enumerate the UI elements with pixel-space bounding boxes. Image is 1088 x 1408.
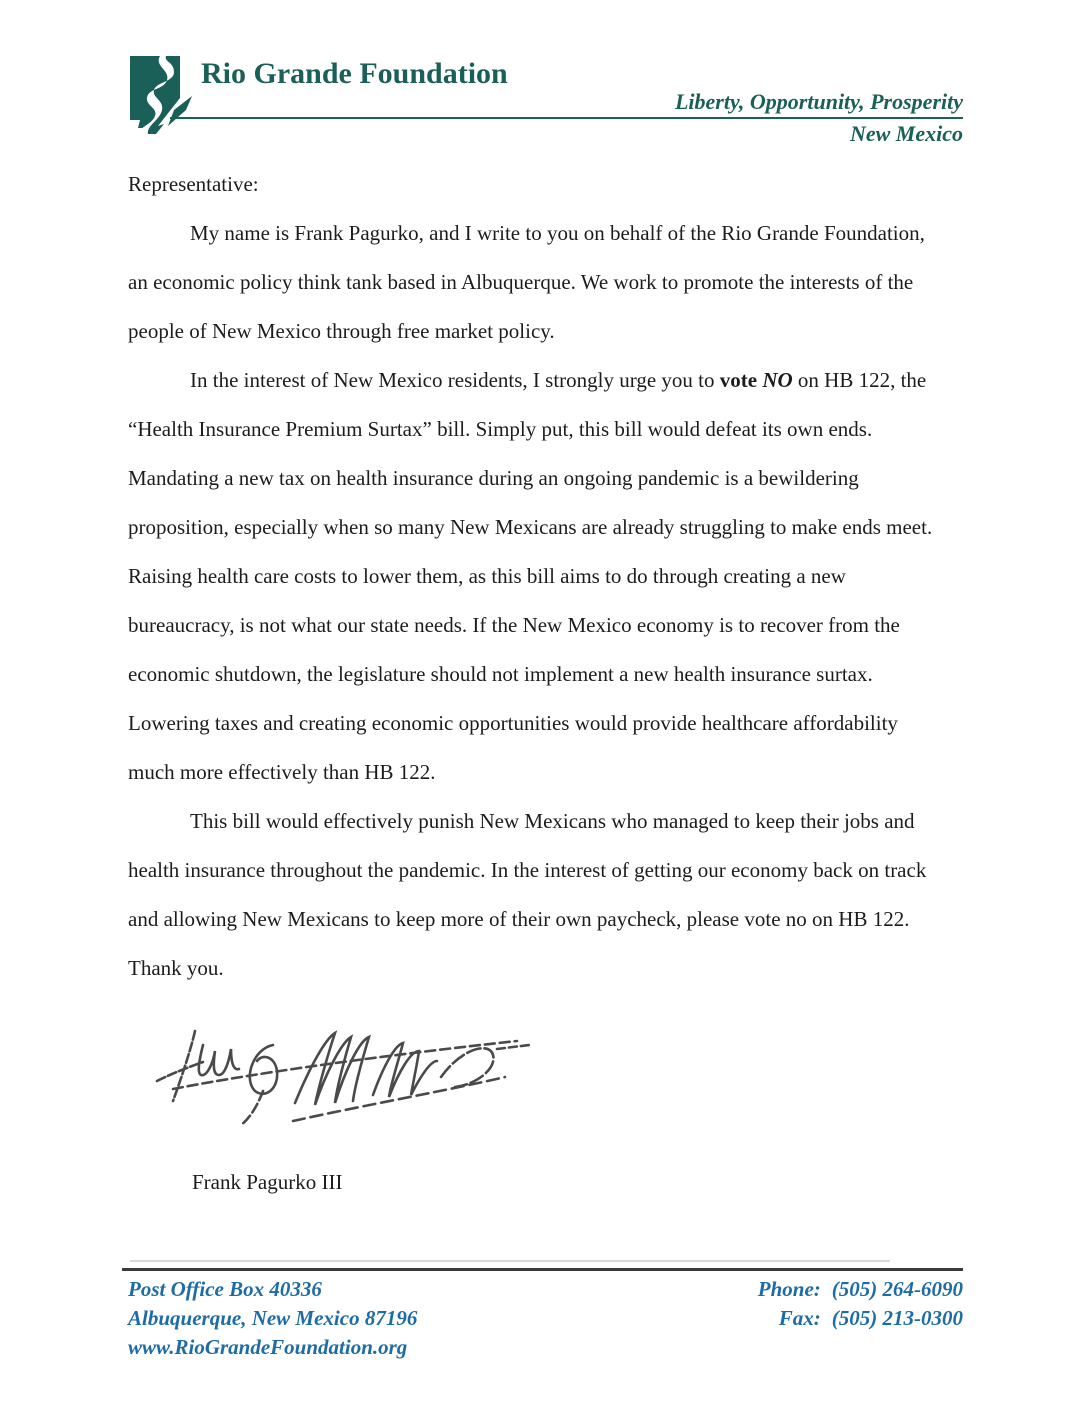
signer-name: Frank Pagurko III [192,1170,343,1194]
letter-line: an economic policy think tank based in Albuquerque. We work to promote the interests of the [128,270,914,294]
letter-line: In the interest of New Mexico residents, I strongly urge you to vote NO on HB 122, the [190,368,927,392]
footer-contact [758,1275,963,1333]
letter-line: proposition, especially when so many New Mexicans are already struggling to make ends meet. [128,515,933,539]
phone-number: (505) 264-6090 [831,1277,963,1301]
letter-line: health insurance throughout the pandemic. In the interest of getting our economy back on track [128,858,927,882]
letter-line: economic shutdown, the legislature should not implement a new health insurance surtax. [128,662,873,686]
footer-address-line: www.RioGrandeFoundation.org [128,1335,408,1359]
footer-fax-row [758,1304,963,1333]
handwritten-signature-icon [145,1005,545,1140]
footer-address-line: Post Office Box 40336 [128,1277,322,1301]
brand-region: New Mexico [849,121,963,146]
footer-phone-row [758,1275,963,1304]
letter-line: This bill would effectively punish New Mexicans who managed to keep their jobs and [190,809,915,833]
letter-line: Thank you. [128,956,224,980]
letter-line: “Health Insurance Premium Surtax” bill. Simply put, this bill would defeat its own ends. [128,417,873,441]
header-divider [170,117,963,119]
letter-body [128,160,973,993]
brand-tagline: Liberty, Opportunity, Prosperity [674,89,963,114]
fax-number: (505) 213-0300 [831,1306,963,1330]
footer-address [128,1275,417,1362]
fax-label: Fax: [778,1306,821,1330]
letter-line: people of New Mexico through free market policy. [128,319,555,343]
letter-line: much more effectively than HB 122. [128,760,436,784]
phone-label: Phone: [757,1277,821,1301]
brand-title: Rio Grande Foundation [201,57,508,90]
letter-line: bureaucracy, is not what our state needs. If the New Mexico economy is to recover from the [128,613,900,637]
letter-line: Mandating a new tax on health insurance during an ongoing pandemic is a bewildering [128,466,859,490]
letter-line: Raising health care costs to lower them, as this bill aims to do through creating a new [128,564,846,588]
letter-line: and allowing New Mexicans to keep more of their own paycheck, please vote no on HB 122. [128,907,910,931]
rio-grande-foundation-logo-icon [128,54,194,146]
footer-divider [122,1268,963,1271]
letter-line: Lowering taxes and creating economic opportunities would provide healthcare affordability [128,711,898,735]
letter-line: My name is Frank Pagurko, and I write to you on behalf of the Rio Grande Foundation, [190,221,925,245]
footer-address-line: Albuquerque, New Mexico 87196 [128,1306,418,1330]
footer-scan-artifact [130,1260,890,1262]
letter-line: Representative: [128,172,259,196]
